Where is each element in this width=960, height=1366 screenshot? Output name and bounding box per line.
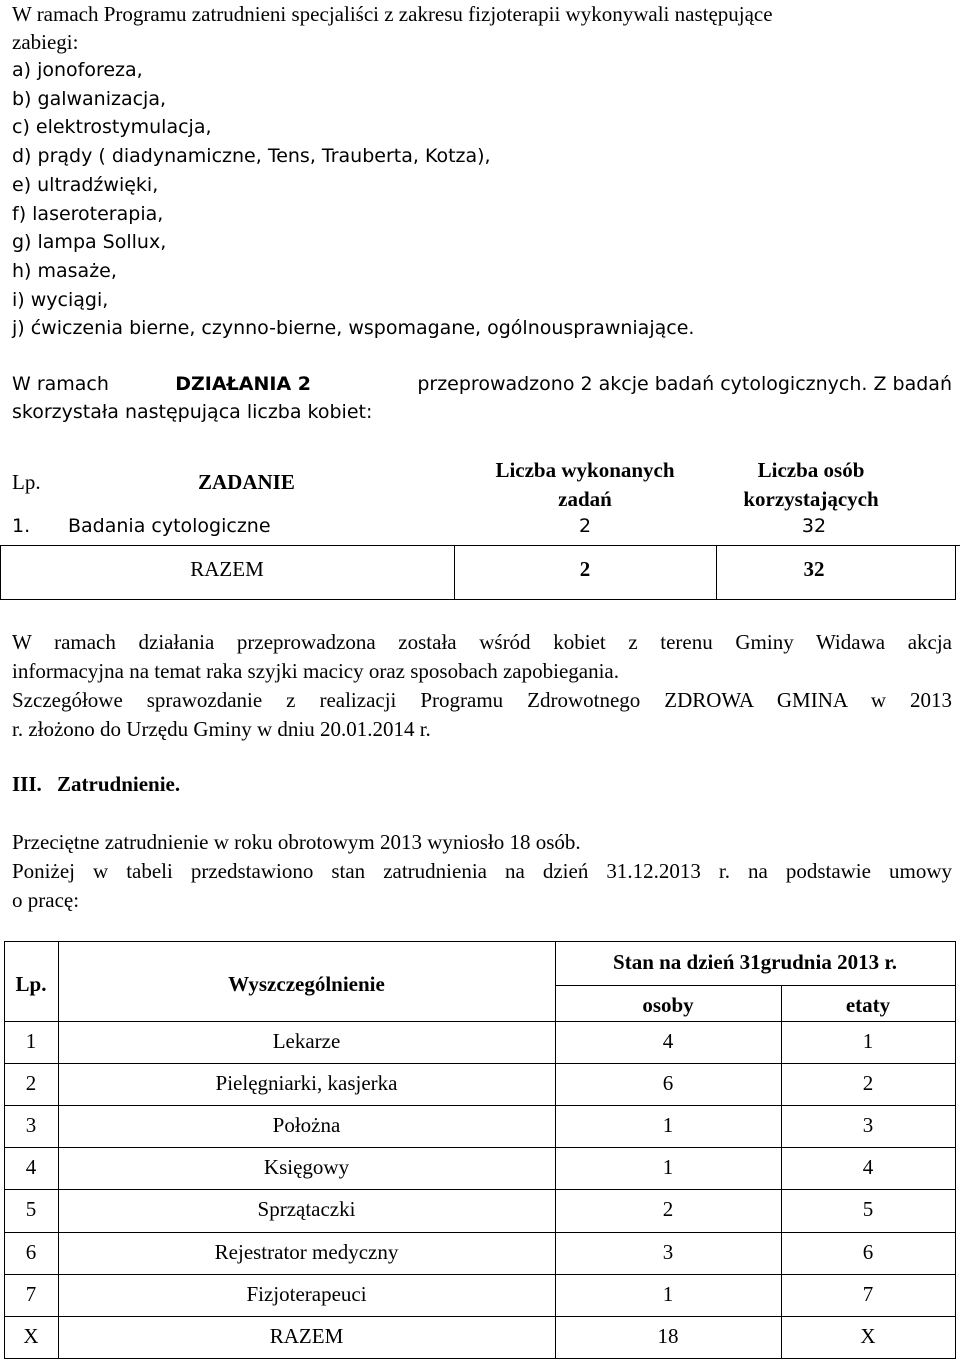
table-row-lp: 5 bbox=[25, 1197, 37, 1221]
t1-total-label: RAZEM bbox=[190, 557, 264, 581]
t1-row-lp: 1. bbox=[12, 515, 31, 537]
t2-hline-r3 bbox=[4, 1147, 956, 1148]
list-item: h) masaże, bbox=[12, 259, 117, 282]
info-p1-l2: informacyjna na temat raka szyjki macicy oraz sposobach zapobiegania. bbox=[12, 659, 619, 683]
t2-header-lp: Lp. bbox=[15, 972, 47, 996]
list-item: e) ultradźwięki, bbox=[12, 173, 159, 196]
info-p2-l2: r. złożono do Urzędu Gminy w dniu 20.01.2014 r. bbox=[12, 717, 431, 741]
table-row-name: Sprzątaczki bbox=[257, 1197, 356, 1221]
t2-header-persons: osoby bbox=[642, 993, 694, 1017]
list-item: g) lampa Sollux, bbox=[12, 231, 167, 254]
table-row-lp: 2 bbox=[25, 1071, 37, 1095]
table-row-fte: 6 bbox=[862, 1240, 874, 1264]
table-row-lp: 7 bbox=[25, 1282, 37, 1306]
t1-total-people: 32 bbox=[803, 557, 825, 581]
t2-hline-r5 bbox=[4, 1232, 956, 1233]
intro-line-1: W ramach Programu zatrudnieni specjaliści z zakresu fizjoterapii wykonywali następujące bbox=[12, 2, 773, 26]
employment-l3: o pracę: bbox=[12, 888, 80, 912]
t2-header-fte: etaty bbox=[845, 993, 891, 1017]
intro-line-2: zabiegi: bbox=[12, 30, 79, 54]
info-paragraph bbox=[12, 628, 952, 744]
section-heading bbox=[12, 772, 180, 797]
t1-header-lp: Lp. bbox=[12, 470, 41, 494]
table-row-persons: 18 bbox=[657, 1324, 679, 1348]
t2-header-desc: Wyszczególnienie bbox=[228, 972, 385, 996]
table-row-fte: 3 bbox=[862, 1113, 874, 1137]
list-item: i) wyciągi, bbox=[12, 288, 109, 311]
t2-vline-4 bbox=[955, 941, 956, 1359]
t1-row-count: 2 bbox=[578, 515, 592, 537]
table-row-lp: 6 bbox=[25, 1240, 37, 1264]
list-item: f) laseroterapia, bbox=[12, 202, 164, 225]
table-row-name: Fizjoterapeuci bbox=[246, 1282, 367, 1306]
table-row-name: RAZEM bbox=[269, 1324, 344, 1348]
action-line-2: skorzystała następująca liczba kobiet: bbox=[12, 401, 373, 423]
table-row-name: Lekarze bbox=[272, 1029, 341, 1053]
list-item: b) galwanizacja, bbox=[12, 87, 167, 110]
action-paragraph bbox=[12, 370, 952, 426]
table-row-persons: 3 bbox=[662, 1240, 674, 1264]
t2-hline-r7 bbox=[4, 1316, 956, 1317]
table-row-fte: 7 bbox=[862, 1282, 874, 1306]
table-row-lp: 4 bbox=[25, 1155, 37, 1179]
t1-header-count-l2: zadań bbox=[558, 487, 612, 511]
table-row-fte: 5 bbox=[862, 1197, 874, 1221]
t2-hline-r2 bbox=[4, 1105, 956, 1106]
table-row-fte: 2 bbox=[862, 1071, 874, 1095]
t1-divider-top bbox=[0, 545, 960, 546]
table-row-fte: X bbox=[860, 1324, 876, 1348]
t1-row-people: 32 bbox=[801, 515, 827, 537]
t2-hline-state bbox=[555, 985, 956, 986]
employment-table bbox=[4, 941, 956, 1359]
t1-header-people-l2: korzystających bbox=[743, 487, 879, 511]
info-p2-l1: Szczegółowe sprawozdanie z realizacji Programu Zdrowotnego ZDROWA GMINA w 2013 bbox=[12, 688, 952, 712]
employment-paragraph bbox=[12, 828, 952, 915]
list-item: d) prądy ( diadynamiczne, Tens, Trauberta, Kotza), bbox=[12, 145, 491, 168]
table-row-name: Położna bbox=[272, 1113, 341, 1137]
table-row-lp: 3 bbox=[25, 1113, 37, 1137]
t2-hline-top bbox=[4, 941, 956, 942]
section-number: III. bbox=[12, 772, 42, 796]
table-row-name: Pielęgniarki, kasjerka bbox=[215, 1071, 398, 1095]
section-title: Zatrudnienie. bbox=[57, 772, 181, 796]
t1-row-task: Badania cytologiczne bbox=[68, 515, 271, 537]
info-p1-l1: W ramach działania przeprowadzona została wśród kobiet z terenu Gminy Widawa akcja bbox=[12, 630, 952, 654]
action-post: przeprowadzono 2 akcje badań cytologicznych. Z badań bbox=[417, 373, 952, 395]
list-item: c) elektrostymulacja, bbox=[12, 116, 212, 139]
procedures-list bbox=[12, 56, 694, 343]
intro-paragraph bbox=[12, 0, 952, 56]
table-row-name: Rejestrator medyczny bbox=[214, 1240, 399, 1264]
t1-header-people bbox=[676, 456, 946, 514]
action-bold: DZIAŁANIA 2 bbox=[175, 373, 311, 395]
table-row-persons: 1 bbox=[662, 1113, 674, 1137]
action-pre: W ramach bbox=[12, 373, 109, 395]
table-row-persons: 6 bbox=[662, 1071, 674, 1095]
table-row-persons: 1 bbox=[662, 1282, 674, 1306]
t2-hline-bottom bbox=[4, 1358, 956, 1359]
t2-hline-header bbox=[4, 1021, 956, 1022]
list-item: a) jonoforeza, bbox=[12, 59, 143, 81]
table-row-lp: X bbox=[23, 1324, 39, 1348]
t1-header-task: ZADANIE bbox=[198, 470, 295, 494]
table-row-fte: 4 bbox=[862, 1155, 874, 1179]
table-row-persons: 4 bbox=[662, 1029, 674, 1053]
t1-header-count-l1: Liczba wykonanych bbox=[495, 458, 675, 482]
t2-header-state: Stan na dzień 31grudnia 2013 r. bbox=[613, 950, 897, 974]
t1-total-count: 2 bbox=[579, 557, 591, 581]
t2-hline-r6 bbox=[4, 1274, 956, 1275]
table-row-persons: 2 bbox=[662, 1197, 674, 1221]
list-item: j) ćwiczenia bierne, czynno-bierne, wspomagane, ogólnousprawniające. bbox=[12, 317, 695, 340]
t1-vline-4 bbox=[955, 545, 956, 600]
employment-l1: Przeciętne zatrudnienie w roku obrotowym 2013 wyniosło 18 osób. bbox=[12, 830, 581, 854]
table-row-persons: 1 bbox=[662, 1155, 674, 1179]
t1-divider-bottom bbox=[0, 599, 956, 600]
employment-l2: Poniżej w tabeli przedstawiono stan zatrudnienia na dzień 31.12.2013 r. na podstawie umowy bbox=[12, 859, 952, 883]
table-row-lp: 1 bbox=[25, 1029, 37, 1053]
table-row-name: Księgowy bbox=[263, 1155, 350, 1179]
t1-header-people-l1: Liczba osób bbox=[757, 458, 865, 482]
table-row-fte: 1 bbox=[862, 1029, 874, 1053]
action-line-1 bbox=[12, 370, 952, 398]
t2-hline-r1 bbox=[4, 1063, 956, 1064]
t2-hline-r4 bbox=[4, 1189, 956, 1190]
